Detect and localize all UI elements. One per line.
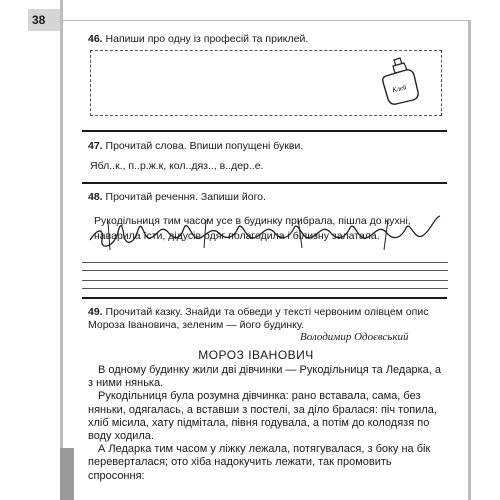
separator-46 <box>82 130 447 132</box>
page-number <box>28 9 60 31</box>
task-49-number: 49. <box>88 306 103 318</box>
story-paragraph: В одному будинку жили дві дівчинки — Рукодільниця та Ледарка, а з ними нянька. <box>88 364 441 390</box>
task-46-number: 46. <box>88 33 103 45</box>
writing-line-1[interactable] <box>82 262 448 263</box>
writing-line-4[interactable] <box>82 288 448 289</box>
task-46-text: Напиши про одну із професій та приклей. <box>105 33 309 45</box>
story-title: МОРОЗ ІВАНОВИЧ <box>198 348 314 362</box>
task-48-line-1: Рукодільниця тим часом усе в будинку прибрала, пішла до кухні, <box>94 215 411 227</box>
story-author: Володимир Одоєвський <box>300 331 409 343</box>
story-paragraph: Рукодільниця була розумна дівчинка: рано вставала, сама, без няньки, одягалась, а вставши з постелі, за діло бралася: піч топила, хліб місила, хату підмітала, півня годувала, а потім до колодязя по воду ходила. <box>88 390 437 443</box>
story-text <box>88 364 448 483</box>
task-47-words: Ябл..к., п..р.ж.к, кол..дяз.., в..дер..е. <box>90 160 264 172</box>
story-paragraph: А Ледарка тим часом у ліжку лежала, потягувалася, з боку на бік переверталася; ото хіба надокучить лежати, так промовить спросоння: <box>88 443 431 482</box>
separator-48 <box>82 297 447 299</box>
task-46 <box>88 32 308 46</box>
left-margin-bar <box>60 0 63 462</box>
glue-stick-icon <box>378 56 422 106</box>
glue-label: Клей <box>391 83 408 95</box>
task-47-number: 47. <box>88 140 103 152</box>
task-48-text: Прочитай речення. Запиши його. <box>105 191 266 203</box>
task-48-number: 48. <box>88 191 103 203</box>
task-48-sentence <box>94 214 454 244</box>
writing-line-3[interactable] <box>82 280 448 281</box>
task-49-text: Прочитай казку. Знайди та обведи у тексті червоним олівцем опис Мороза Івановича, зеленим — його будинку. <box>88 306 429 331</box>
left-margin-block <box>60 448 74 500</box>
separator-47 <box>82 182 447 184</box>
page-number-text: 38 <box>32 13 46 27</box>
top-rule <box>60 20 470 21</box>
task-48-line-2: наварила їсти, дідусів одяг полагодила і білизну залатала. <box>94 230 380 242</box>
task-48 <box>88 190 266 204</box>
right-margin-bar <box>468 20 471 500</box>
writing-line-2[interactable] <box>82 270 448 271</box>
task-49 <box>88 306 446 332</box>
task-47-text: Прочитай слова. Впиши попущені букви. <box>105 140 304 152</box>
task-47 <box>88 139 303 153</box>
